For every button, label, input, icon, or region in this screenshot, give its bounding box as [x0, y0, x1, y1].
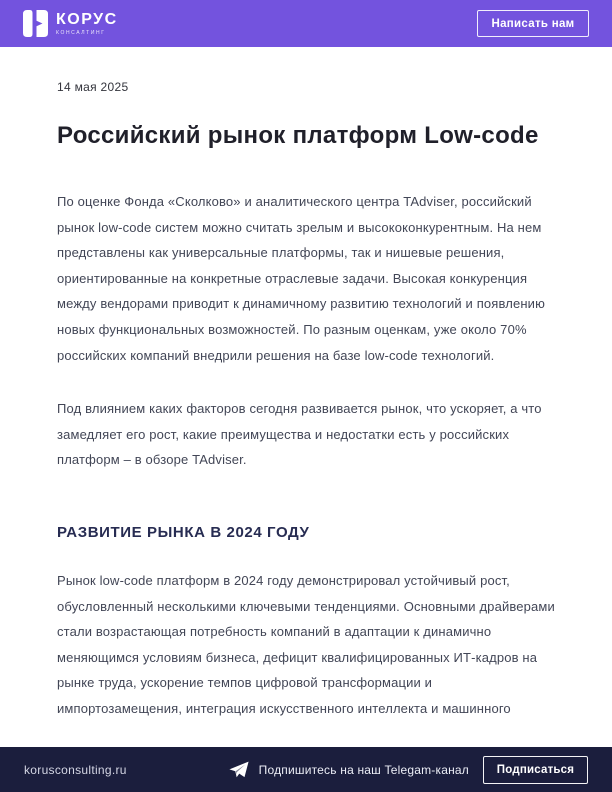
section-heading-market-2024: РАЗВИТИЕ РЫНКА В 2024 ГОДУ — [57, 523, 310, 541]
article-paragraph-2: Под влиянием каких факторов сегодня развивается рынок, что ускоряет, а что замедляет его рост, какие преимущества и недостатки есть у российских платформ – в обзоре TAdviser. — [57, 401, 542, 468]
korus-logo-icon — [23, 10, 48, 37]
footer-bar — [0, 747, 612, 792]
footer-site-link[interactable]: korusconsulting.ru — [24, 762, 127, 777]
article-date: 14 мая 2025 — [57, 80, 129, 94]
article-title: Российский рынок платформ Low-code — [57, 122, 539, 149]
logo-sub-text: КОНСАЛТИНГ — [56, 29, 106, 36]
korus-logo-text — [56, 12, 118, 36]
telegram-paper-plane-icon — [229, 761, 249, 778]
subscribe-button[interactable]: Подписаться — [483, 756, 588, 784]
logo-brand-text: КОРУС — [56, 10, 118, 28]
telegram-subscribe-link[interactable] — [229, 761, 469, 778]
section-paragraph-1: Рынок low-code платформ в 2024 году демонстрировал устойчивый рост, обусловленный несколькими ключевыми тенденциями. Основными драйверами стали возрастающая потребность компаний в адаптации к динамично меняющимся условиям бизнеса, дефицит квалифицированных ИТ-кадров на рынке труда, ускорение темпов цифровой трансформации и импортозамещения, интеграция искусственного интеллекта и машинного — [57, 572, 555, 716]
korus-logo[interactable] — [23, 10, 118, 37]
header-bar — [0, 0, 612, 47]
contact-us-button[interactable]: Написать нам — [477, 10, 589, 37]
telegram-link-label: Подпишитесь на наш Telegam-канал — [258, 762, 469, 777]
article-paragraph-1: По оценке Фонда «Сколково» и аналитического центра TAdviser, российский рынок low-code систем можно считать зрелым и высококонкурентным. На нем представлены как универсальные платформы, так и нишевые решения, ориентированные на конкретные отраслевые задачи. Высокая конкуренция между вендорами приводит к динамичному развитию технологий и появлению новых функциональных возможностей. По разным оценкам, уже около 70% российских компаний внедрили решения на базе low-code технологий. — [57, 194, 545, 363]
